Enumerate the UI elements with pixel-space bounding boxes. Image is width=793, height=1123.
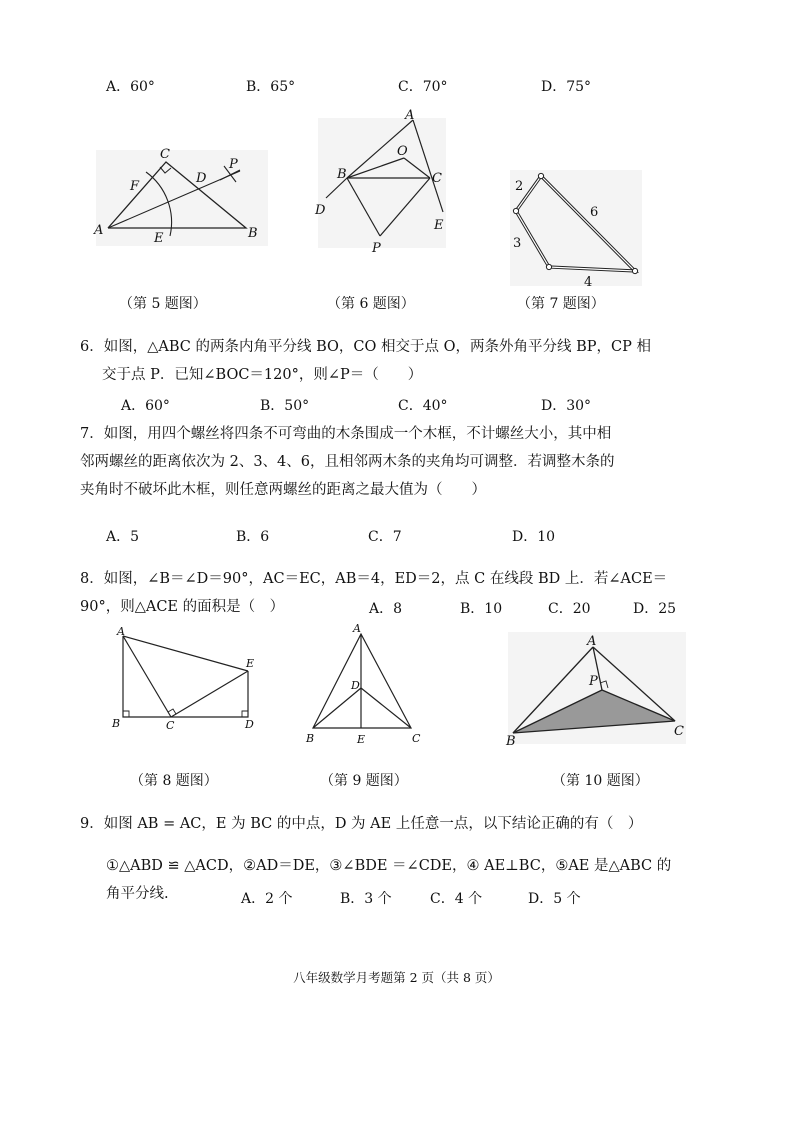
question-6 (80, 333, 720, 389)
fig7-label-3: 3 (513, 236, 522, 251)
q7-option-c: C．7 (368, 529, 402, 545)
q8-line-1: 8．如图，∠B＝∠D＝90°，AC＝EC，AB＝4，ED＝2，点 C 在线段 BD 上．若∠ACE＝ (80, 571, 668, 587)
q6-line-2: 交于点 P．已知∠BOC＝120°，则∠P＝（ ） (102, 367, 423, 383)
question-9 (80, 810, 720, 908)
q7-line-3: 夹角时不破坏此木框，则任意两螺丝的距离之最大值为（ ） (80, 482, 486, 498)
q6-option-a: A．60° (121, 398, 170, 414)
fig6-label-c: C (432, 171, 442, 186)
caption-fig6: （第 6 题图） (327, 296, 415, 312)
fig5-label-f: F (130, 179, 140, 194)
q4-option-c: C．70° (398, 79, 448, 95)
caption-fig9: （第 9 题图） (320, 773, 408, 789)
caption-fig10: （第 10 题图） (552, 773, 649, 789)
fig5-label-b: B (248, 226, 258, 241)
q8-line-2: 90°，则△ACE 的面积是（ ） (80, 599, 285, 615)
caption-fig8: （第 8 题图） (130, 773, 218, 789)
q7-line-1: 7．如图，用四个螺丝将四条不可弯曲的木条围成一个木框，不计螺丝大小，其中相 (80, 426, 612, 442)
fig5-label-c: C (160, 147, 170, 162)
q7-option-d: D．10 (512, 529, 556, 545)
fig8-label-a: A (117, 625, 125, 638)
figure-8 (108, 620, 263, 735)
figure-10 (500, 628, 690, 748)
q8-option-b: B．10 (460, 601, 503, 617)
fig7-label-2: 2 (515, 179, 524, 194)
fig8-label-b: B (112, 717, 121, 730)
figure-6 (310, 104, 460, 256)
fig5-label-e: E (154, 231, 164, 246)
fig9-label-a: A (353, 622, 361, 635)
fig8-label-c: C (166, 719, 175, 732)
fig9-label-e: E (357, 733, 366, 746)
q9-option-d: D．5 个 (528, 891, 581, 907)
fig8-label-d: D (245, 718, 254, 731)
q4-option-b: B．65° (246, 79, 296, 95)
fig8-label-e: E (246, 657, 255, 670)
fig5-label-d: D (196, 171, 207, 186)
q9-option-c: C．4 个 (430, 891, 483, 907)
caption-fig7: （第 7 题图） (517, 296, 605, 312)
fig10-label-c: C (674, 724, 684, 739)
q9-line-3: 角平分线. (106, 886, 169, 902)
fig6-label-a: A (405, 108, 415, 123)
fig9-label-d: D (351, 679, 360, 692)
q7-option-b: B．6 (236, 529, 270, 545)
q8-option-c: C．20 (548, 601, 591, 617)
fig6-label-p: P (372, 241, 381, 256)
page-footer: 八年级数学月考题第 2 页（共 8 页） (293, 970, 500, 985)
q7-line-2: 邻两螺丝的距离依次为 2、3、4、6，且相邻两木条的夹角均可调整．若调整木条的 (80, 454, 615, 470)
fig5-label-a: A (94, 223, 104, 238)
q9-line-2: ①△ABD ≌ △ACD，②AD＝DE，③∠BDE ＝∠CDE，④ AE⊥BC，⑤AE 是△ABC 的 (106, 858, 672, 874)
figure-5 (88, 142, 278, 252)
q6-line-1: 6．如图，△ABC 的两条内角平分线 BO，CO 相交于点 O，两条外角平分线 BP，CP 相 (80, 339, 651, 355)
q4-option-a: A．60° (106, 79, 155, 95)
q4-option-d: D．75° (541, 79, 592, 95)
fig9-label-c: C (412, 732, 421, 745)
q9-option-a: A．2 个 (241, 891, 293, 907)
q6-option-b: B．50° (260, 398, 310, 414)
fig7-label-6: 6 (590, 205, 599, 220)
q8-option-d: D．25 (633, 601, 677, 617)
q6-option-c: C．40° (398, 398, 448, 414)
fig6-label-d: D (315, 203, 326, 218)
caption-fig5: （第 5 题图） (119, 296, 207, 312)
fig5-label-p: P (229, 157, 238, 172)
q6-option-d: D．30° (541, 398, 592, 414)
figure-9 (302, 618, 427, 746)
q9-line-1: 9．如图 AB = AC，E 为 BC 的中点，D 为 AE 上任意一点，以下结论正确的有（ ） (80, 816, 643, 832)
figure-7 (505, 166, 650, 290)
fig6-label-b: B (337, 167, 347, 182)
fig6-label-o: O (397, 144, 408, 159)
q9-option-b: B．3 个 (340, 891, 392, 907)
fig6-label-e: E (434, 218, 444, 233)
fig10-label-p: P (589, 674, 598, 689)
fig7-label-4: 4 (584, 275, 593, 290)
fig10-label-a: A (587, 634, 597, 649)
fig9-label-b: B (306, 732, 315, 745)
q7-option-a: A．5 (106, 529, 140, 545)
question-7 (80, 420, 720, 504)
fig10-label-b: B (506, 734, 516, 748)
q8-option-a: A．8 (369, 601, 403, 617)
